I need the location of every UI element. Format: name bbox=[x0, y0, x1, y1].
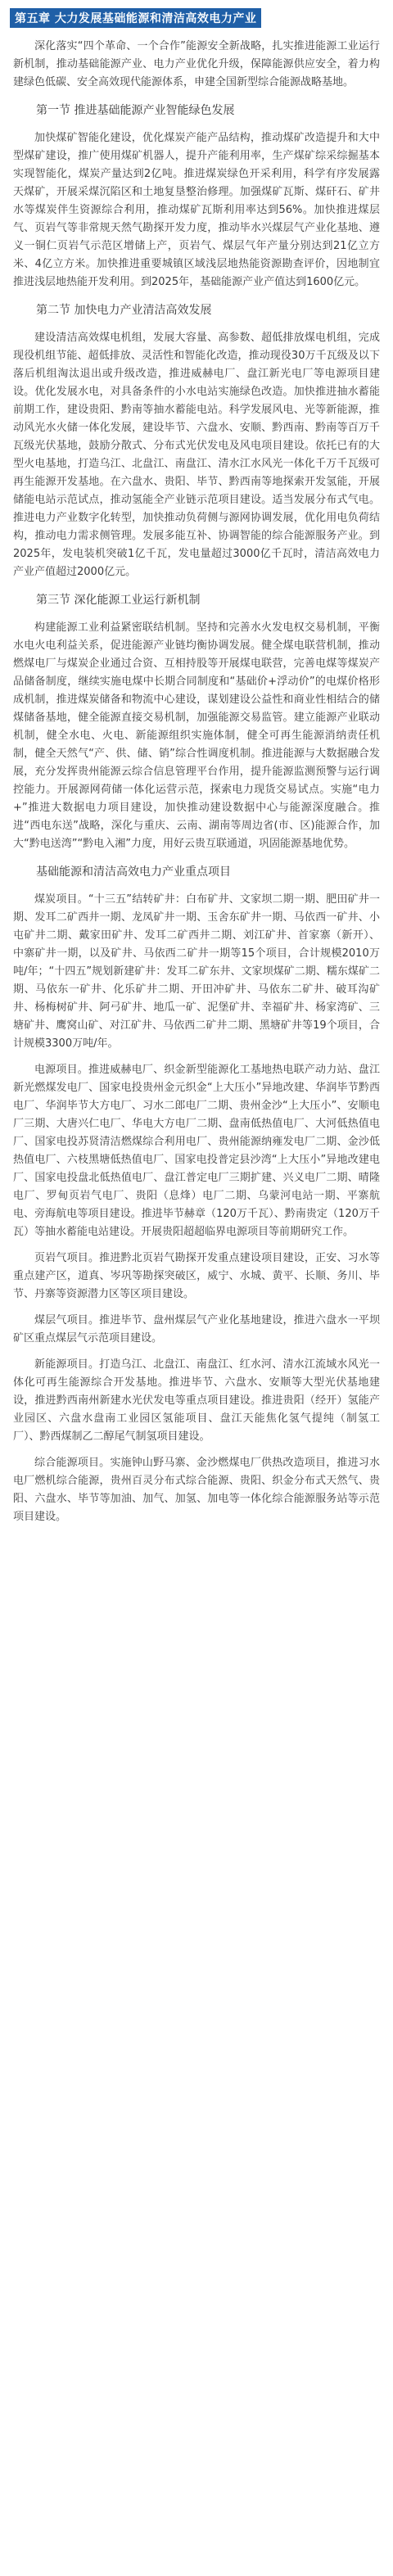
integrated-energy-projects-paragraph: 综合能源项目。实施钟山野马寨、金沙燃煤电厂供热改造项目，推进习水电厂燃机综合能源，贵州百灵分布式综合能源、贵阳、织金分布式天然气、贵阳、六盘水、毕节等加油、加气、加氢、加电等一体化综合能源服务站等示范项目建设。 bbox=[13, 1457, 380, 1523]
coal-projects-paragraph: 煤炭项目。“十三五”结转矿井：白布矿井、文家坝二期一期、肥田矿井一期、发耳二矿西井一期、龙凤矿井一期、玉舍东矿井一期、马依西一矿井、小屯矿井二期、戴家田矿井、发耳二矿西井二期、刘江矿井、首家寨（新开）、中寨矿井一期，以及矿井、马依西二矿井一期等15个项目，合计规模2010万吨/年；“十四五”规划新建矿井：发耳二矿东井、文家坝煤矿二期、糯东煤矿二期、马依东一矿井、化乐矿井二期、开田冲矿井、马依东二矿井、破耳沟矿井、杨梅树矿井、阿弓矿井、地瓜一矿、泥堡矿井、幸福矿井、杨家湾矿、三塘矿井、鹰窝山矿、对江矿井、马依西二矿井二期、黑塘矿井等19个项目，合计规模3300万吨/年。 bbox=[13, 893, 380, 1050]
shale-gas-projects-paragraph: 页岩气项目。推进黔北页岩气勘探开发重点建设项目建设，正安、习水等重点建产区，道真、岑巩等勘探突破区，威宁、水城、黄平、长顺、务川、毕节、丹寨等资源潜力区等区项目建设。 bbox=[13, 1252, 380, 1300]
section-1-paragraph: 加快煤矿智能化建设，优化煤炭产能产品结构，推动煤矿改造提升和大中型煤矿建设，推广使用煤矿机器人，提升产能利用率，生产煤矿综采综掘基本实现智能化，煤炭产量达到2亿吨。推进煤炭绿色开采利用，科学有序发展露天煤矿，开展采煤沉陷区和土地复垦整治修理。加强煤矿瓦斯、煤矸石、矿井水等煤炭伴生资源综合利用，推动煤矿瓦斯利用率达到56%。加快推进煤层气、页岩气等非常规天然气勘探开发力度，推动毕水兴煤层气产业化基地、遵义一铜仁页岩气示范区增储上产，页岩气、煤层气年产量分别达到21亿立方米、4亿立方米。加快推进重要城镇区域浅层地热能资源勘查评价，因地制宜推进浅层地热能开发利用。到2025年，基础能源产业产值达到1600亿元。 bbox=[13, 132, 380, 288]
new-energy-projects-paragraph: 新能源项目。打造乌江、北盘江、南盘江、红水河、清水江流域水风光一体化可再生能源综合开发基地。推进毕节、六盘水、安顺等大型光伏基地建设，推进黔西南州新建水光伏发电等重点项目建设。推进贵阳（经开）氢能产业园区、六盘水盘南工业园区氢能项目、盘江天能焦化氢气提纯（制氢工厂）、黔西煤制乙二醇尾气制氢项目建设。 bbox=[13, 1358, 380, 1443]
section-1-title: 第一节 推进基础能源产业智能绿色发展 bbox=[36, 104, 235, 117]
section-2-paragraph: 建设清洁高效煤电机组，发展大容量、高参数、超低排放煤电机组，完成现役机组节能、超低排放、灵活性和智能化改造，推动现役30万千瓦级及以下落后机组淘汰退出或升级改造，推进威赫电厂、盘江新光电厂等电源项目建设。优化发展水电，对具备条件的小水电站实施绿色改造。加快推进抽水蓄能前期工作，建设贵阳、黔南等抽水蓄能电站。科学发展风电、光等新能源，推动风光水火储一体化发展，建设毕节、六盘水、安顺、黔西南、黔南等百万千瓦级光伏基地，鼓励分散式、分布式光伏发电及风电项目建设。依托已有的大型火电基地，打造乌江、北盘江、南盘江、清水江水风光一体化千万千瓦级可再生能源开发基地。在六盘水、贵阳、毕节、黔西南等地探索开发氢能，开展储能电站示范试点，推动氢能全产业链示范项目建设。适当发展分布式气电。推进电力产业数字化转型，加快推动负荷侧与源网协调发展，优化用电负荷结构，推动电力需求侧管理。发展多能互补、协调智能的综合能源服务产业。到2025年，发电装机突破1亿千瓦，发电量超过3000亿千瓦时，清洁高效电力产业产值超过2000亿元。 bbox=[13, 332, 380, 578]
section-3-paragraph: 构建能源工业利益紧密联结机制。坚持和完善水火发电权交易机制，平衡水电火电利益关系，促进能源产业链均衡协调发展。健全煤电联营机制，推动燃煤电厂与煤炭企业通过合资、互相持股等开展煤电联营，完善电煤等煤炭产品储备制度，继续实施电煤中长期合同制度和“基础价+浮动价”的电煤价格形成机制，推进煤炭储备和物流中心建设，谋划建设公益性和商业性相结合的储煤储备基地，健全能源直接交易机制，加强能源交易监管。建立能源产业联动机制，健全水电、火电、新能源组织实施体制，健全可再生能源消纳责任机制，健全天然气“产、供、储、销”综合性调度机制。推进能源与大数据融合发展，充分发挥贵州能源云综合信息管理平台作用，提升能源监测预警与运行调控能力。开展源网荷储一体化运营示范，探索电力现货交易试点。实施“电力+”推进大数据电力项目建设，加快推动建设数据中心与能源深度融合。推进“西电东送”战略，深化与重庆、云南、湖南等周边省(市、区)能源合作，加大“黔电送湾”“黔电入湘”力度，用好云贵互联通道，巩固能源基地优势。 bbox=[13, 621, 380, 850]
section-2-title: 第二节 加快电力产业清洁高效发展 bbox=[36, 304, 212, 317]
key-projects-title: 基础能源和清洁高效电力产业重点项目 bbox=[36, 865, 231, 879]
section-3-title: 第三节 深化能源工业运行新机制 bbox=[36, 594, 201, 607]
coalbed-methane-projects-paragraph: 煤层气项目。推进毕节、盘州煤层气产业化基地建设，推进六盘水一平坝矿区重点煤层气示范项目建设。 bbox=[13, 1314, 380, 1344]
intro-paragraph: 深化落实“四个革命、一个合作”能源安全新战略，扎实推进能源工业运行新机制，推动基础能源产业、电力产业优化升级，保障能源供应安全，着力构建绿色低碳、安全高效现代能源体系，申建全国新型综合能源战略基地。 bbox=[13, 40, 380, 88]
power-projects-paragraph: 电源项目。推进威赫电厂、织金新型能源化工基地热电联产动力站、盘江新光燃煤发电厂、国家电投贵州金元织金“上大压小”异地改建、华润毕节黔西电厂、华润毕节大方电厂、习水二郎电厂二期、贵州金沙“上大压小”、安顺电厂三期、大唐兴仁电厂、华电大方电厂二期、盘南低热值电厂、大河低热值电厂、国家电投苏贤清洁燃煤综合利用电厂、贵州能源纳雍发电厂二期、金沙低热值电厂、六枝黑塘低热值电厂、国家电投普定县沙湾“上大压小”异地改建电厂、国家电投盘北低热值电厂、盘江普定电厂三期扩建、兴义电厂二期、晴隆电厂、罗甸页岩气电厂、贵阳（息烽）电厂二期、乌蒙河电站一期、平寨航电、旁海航电等项目建设。推进毕节赫章（120万千瓦）、黔南贵定（120万千瓦）等抽水蓄能电站建设。开展贵阳超超临界电源项目等前期研究工作。 bbox=[13, 1064, 380, 1238]
chapter-title: 第五章 大力发展基础能源和清洁高效电力产业 bbox=[10, 8, 261, 28]
